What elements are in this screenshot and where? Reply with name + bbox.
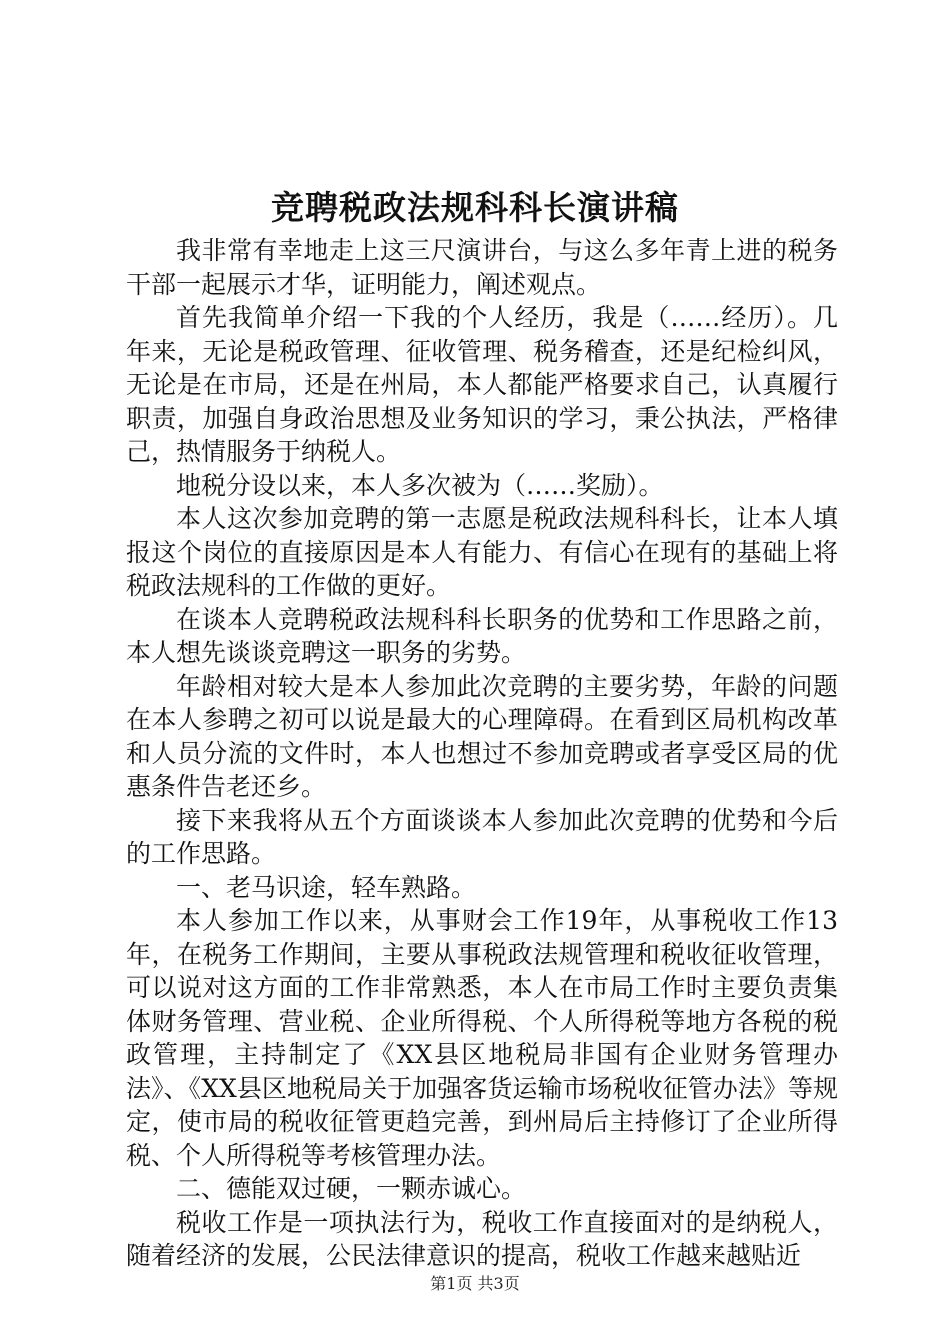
paragraph: 地税分设以来，本人多次被为（……奖励）。: [176, 470, 664, 500]
paragraph: 本人这次参加竞聘的第一志愿是税政法规科科长，让本人填报这个岗位的直接原因是本人有能力、有信心在现有的基础上将税政法规科的工作做的更好。: [126, 504, 838, 600]
paragraph: 税收工作是一项执法行为，税收工作直接面对的是纳税人，随着经济的发展，公民法律意识的提高，税收工作越来越贴近: [126, 1207, 838, 1270]
paragraph: 年龄相对较大是本人参加此次竞聘的主要劣势，年龄的问题在本人参聘之初可以说是最大的心理障碍。在看到区局机构改革和人员分流的文件时，本人也想过不参加竞聘或者享受区局的优惠条件告老还乡。: [126, 671, 838, 801]
paragraph: 我非常有幸地走上这三尺演讲台，与这么多年青上进的税务干部一起展示才华，证明能力，阐述观点。: [126, 236, 838, 299]
page-number-footer: 第1页 共3页: [430, 1274, 520, 1293]
section-heading: 二、德能双过硬，一颗赤诚心。: [176, 1174, 527, 1203]
paragraph: 接下来我将从五个方面谈谈本人参加此次竞聘的优势和今后的工作思路。: [126, 805, 838, 868]
paragraph: 本人参加工作以来，从事财会工作19年，从事税收工作13年，在税务工作期间，主要从事税政法规管理和税收征收管理，可以说对这方面的工作非常熟悉，本人在市局工作时主要负责集体财务管理、营业税、企业所得税、个人所得税等地方各税的税政管理，主持制定了《XX县区地税局非国有企业财务管理办法》、《XX县区地税局关于加强客货运输市场税收征管办法》等规定，使市局的税收征管更趋完善，到州局后主持修订了企业所得税、个人所得税等考核管理办法。: [126, 906, 838, 1170]
document-body: [126, 234, 838, 1273]
section-heading: 一、老马识途，轻车熟路。: [176, 872, 477, 902]
paragraph: 首先我简单介绍一下我的个人经历，我是（……经历）。几年来，无论是税政管理、征收管理、税务稽查，还是纪检纠风，无论是在市局，还是在州局，本人都能严格要求自己，认真履行职责，加强自身政治思想及业务知识的学习，秉公执法，严格律己，热情服务于纳税人。: [126, 303, 838, 466]
paragraph: 在谈本人竞聘税政法规科科长职务的优势和工作思路之前，本人想先谈谈竞聘这一职务的劣势。: [126, 604, 838, 667]
document-title: 竞聘税政法规科科长演讲稿: [271, 188, 679, 227]
